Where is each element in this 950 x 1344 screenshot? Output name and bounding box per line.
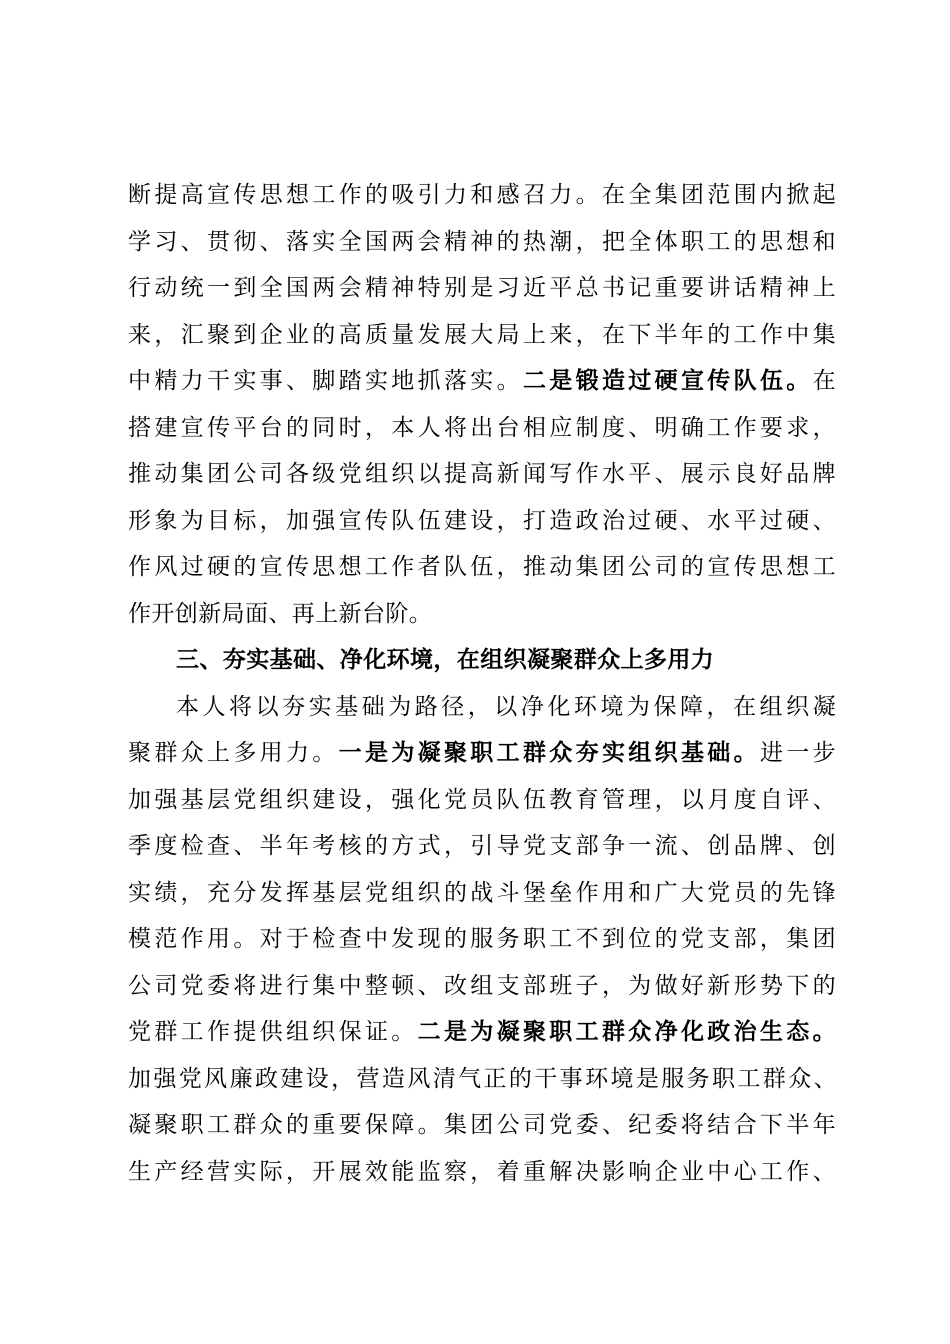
text-line (128, 1102, 836, 1149)
text-run: 模范作用。对于检查中发现的服务职工不到位的党支部，集团 (128, 926, 836, 952)
text-run: 凝聚职工群众的重要保障。集团公司党委、纪委将结合下半年 (128, 1112, 836, 1138)
text-line (128, 312, 836, 359)
text-run: 实绩，充分发挥基层党组织的战斗堡垒作用和广大党员的先锋 (128, 879, 836, 906)
text-line (128, 963, 836, 1010)
text-line (128, 544, 836, 591)
text-run: 加强基层党组织建设，强化党员队伍教育管理，以月度自评、 (128, 786, 836, 813)
section-heading-text: 三、夯实基础、净化环境，在组织凝聚群众上多用力 (176, 646, 715, 673)
text-run: 推动集团公司各级党组织以提高新闻写作水平、展示良好品牌 (128, 461, 836, 487)
text-line (128, 405, 836, 452)
text-run: 形象为目标，加强宣传队伍建设，打造政治过硬、水平过硬、 (128, 507, 836, 534)
text-line (128, 358, 836, 405)
section-heading (128, 637, 836, 684)
text-line (128, 172, 836, 219)
bold-heading-run: 二是锻造过硬宣传队伍。 (522, 367, 813, 394)
text-line (128, 684, 836, 731)
text-run: 作风过硬的宣传思想工作者队伍，推动集团公司的宣传思想工 (128, 554, 836, 580)
text-line (128, 916, 836, 963)
bold-heading-run: 一是为凝聚职工群众夯实组织基础。 (338, 739, 760, 766)
text-line (128, 777, 836, 824)
text-line (128, 219, 836, 266)
text-run: 中精力干实事、脚踏实地抓落实。 (128, 368, 523, 394)
text-run: 行动统一到全国两会精神特别是习近平总书记重要讲话精神上 (128, 275, 836, 301)
text-run: 搭建宣传平台的同时，本人将出台相应制度、明确工作要求， (128, 414, 836, 441)
text-run: 本人将以夯实基础为路径，以净化环境为保障，在组织凝 (176, 693, 836, 720)
text-line (128, 1009, 836, 1056)
text-line (128, 1149, 836, 1196)
text-run: 生产经营实际，开展效能监察，着重解决影响企业中心工作、 (128, 1158, 836, 1185)
text-run: 聚群众上多用力。 (128, 740, 339, 766)
text-line (128, 591, 836, 638)
text-line (128, 870, 836, 917)
text-line (128, 498, 836, 545)
text-run: 公司党委将进行集中整顿、改组支部班子，为做好新形势下的 (128, 972, 836, 999)
text-line (128, 730, 836, 777)
text-run: 党群工作提供组织保证。 (128, 1019, 418, 1045)
text-line (128, 1056, 836, 1103)
document-body (128, 172, 836, 1195)
bold-heading-run: 二是为凝聚职工群众净化政治生态。 (417, 1018, 836, 1045)
text-run: 学习、贯彻、落实全国两会精神的热潮，把全体职工的思想和 (128, 228, 836, 255)
text-run: 来，汇聚到企业的高质量发展大局上来，在下半年的工作中集 (128, 321, 836, 348)
text-line (128, 451, 836, 498)
text-run: 季度检查、半年考核的方式，引导党支部争一流、创品牌、创 (128, 833, 836, 859)
text-run: 进一步 (759, 740, 837, 766)
text-run: 断提高宣传思想工作的吸引力和感召力。在全集团范围内掀起 (128, 182, 836, 208)
text-line (128, 265, 836, 312)
text-run: 加强党风廉政建设，营造风清气正的干事环境是服务职工群众、 (128, 1065, 836, 1092)
text-line (128, 823, 836, 870)
text-run: 在 (812, 368, 837, 394)
text-run: 作开创新局面、再上新台阶。 (128, 600, 433, 627)
